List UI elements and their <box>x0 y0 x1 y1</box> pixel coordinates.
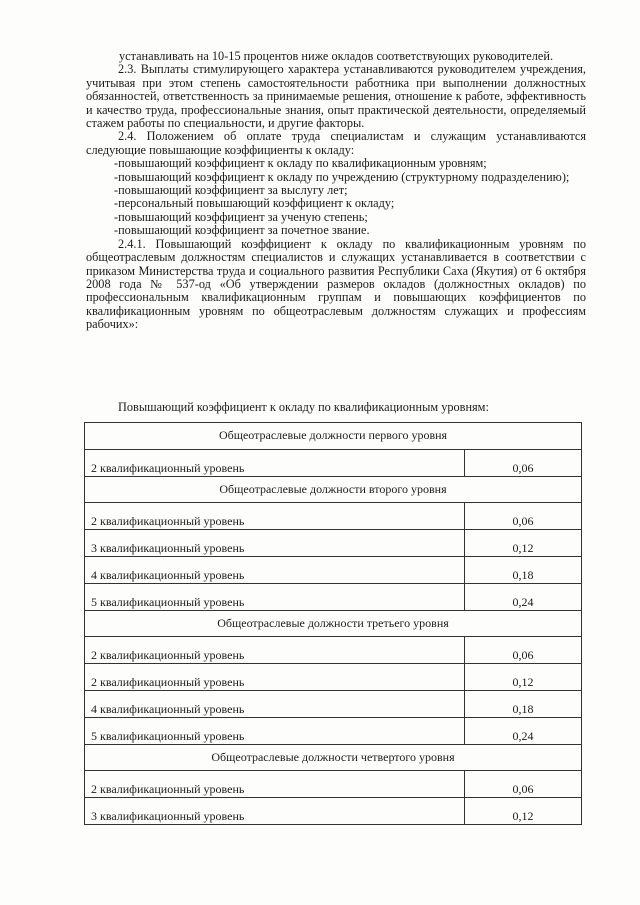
group-title: Общеотраслевые должности четвертого уровня <box>85 744 582 771</box>
qualification-level: 4 квалификационный уровень <box>85 556 465 583</box>
coefficient-value: 0,12 <box>465 530 582 557</box>
coefficient-value: 0,12 <box>465 664 582 691</box>
coefficient-value: 0,18 <box>465 556 582 583</box>
table-row <box>85 717 582 744</box>
table-row <box>85 664 582 691</box>
table-row <box>85 530 582 557</box>
paragraph: устанавливать на 10-15 процентов ниже окладов соответствующих руководителей. <box>118 49 554 63</box>
table-row <box>85 690 582 717</box>
coefficient-table <box>84 422 582 825</box>
table-group-header-row <box>85 744 582 771</box>
table-caption: Повышающий коэффициент к окладу по квалификационным уровням: <box>118 400 489 414</box>
qualification-level: 4 квалификационный уровень <box>85 690 465 717</box>
table-group-header-row <box>85 423 582 450</box>
coefficient-value: 0,06 <box>465 449 582 476</box>
qualification-level: 5 квалификационный уровень <box>85 583 465 610</box>
paragraph: -повышающий коэффициент за выслугу лет; <box>114 183 348 198</box>
table-row <box>85 556 582 583</box>
coefficient-value: 0,06 <box>465 637 582 664</box>
group-title: Общеотраслевые должности второго уровня <box>85 476 582 503</box>
qualification-level: 3 квалификационный уровень <box>85 530 465 557</box>
qualification-level: 2 квалификационный уровень <box>85 664 465 691</box>
coefficient-value: 0,06 <box>465 771 582 798</box>
table-row <box>85 771 582 798</box>
group-title: Общеотраслевые должности первого уровня <box>85 423 582 450</box>
qualification-level: 2 квалификационный уровень <box>85 503 465 530</box>
paragraph: -повышающий коэффициент за почетное звание. <box>114 223 370 238</box>
paragraph: 2.4. Положением об оплате труда специалистам и служащим устанавливаются следующие повышающие коэффициенты к окладу: <box>86 129 586 157</box>
table-group-header-row <box>85 476 582 503</box>
table-group-header-row <box>85 610 582 637</box>
table-row <box>85 798 582 825</box>
coefficient-value: 0,18 <box>465 690 582 717</box>
paragraph: 2.3. Выплаты стимулирующего характера устанавливаются руководителем учреждения, учитывая при этом степень самостоятельности работника при выполнении должностных обязанностей, ответственность за принимаемые решения, отношение к работе, эффективность и качество труда, профессиональные знания, опыт практической деятельности, определяемый стажем работы по специальности, и другие факторы. <box>86 62 586 131</box>
table-row <box>85 449 582 476</box>
coefficient-value: 0,24 <box>465 717 582 744</box>
coefficient-value: 0,06 <box>465 503 582 530</box>
coefficient-value: 0,24 <box>465 583 582 610</box>
body-text <box>86 50 586 332</box>
group-title: Общеотраслевые должности третьего уровня <box>85 610 582 637</box>
table-row <box>85 583 582 610</box>
qualification-level: 2 квалификационный уровень <box>85 637 465 664</box>
paragraph: -повышающий коэффициент к окладу по квалификационным уровням; <box>114 156 487 171</box>
paragraph: -персональный повышающий коэффициент к окладу; <box>114 196 395 211</box>
table-row <box>85 637 582 664</box>
table-row <box>85 503 582 530</box>
qualification-level: 5 квалификационный уровень <box>85 717 465 744</box>
qualification-level: 3 квалификационный уровень <box>85 798 465 825</box>
qualification-level: 2 квалификационный уровень <box>85 771 465 798</box>
paragraph: 2.4.1. Повышающий коэффициент к окладу по квалификационным уровням по общеотраслевым должностям специалистов и служащих устанавливается в соответствии с приказом Министерства труда и социального развития Республики Саха (Якутия) от 6 октября 2008 года № 537-од «Об утверждении размеров окладов (должностных окладов) по профессиональным квалификационным группам и повышающих коэффициентов по квалификационным уровням по общеотраслевым должностям служащих и профессиям рабочих»: <box>86 236 586 332</box>
coefficient-value: 0,12 <box>465 798 582 825</box>
paragraph: -повышающий коэффициент к окладу по учреждению (структурному подразделению); <box>114 169 570 184</box>
paragraph: -повышающий коэффициент за ученую степень; <box>114 209 368 224</box>
qualification-level: 2 квалификационный уровень <box>85 449 465 476</box>
